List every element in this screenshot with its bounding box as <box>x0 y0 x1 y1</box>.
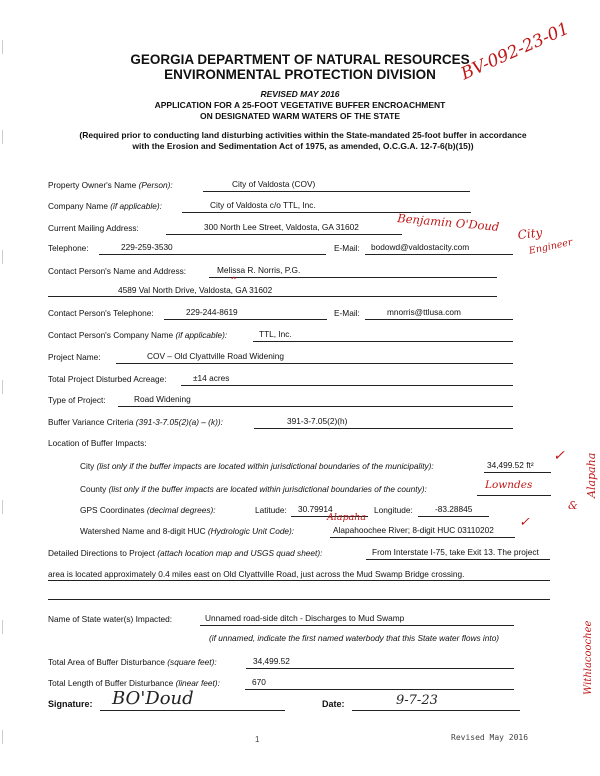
variance-value[interactable]: 391-3-7.05(2)(h) <box>287 416 348 426</box>
city-value[interactable]: 34,499.52 ft² <box>487 460 534 470</box>
company-label-note: (if applicable): <box>110 201 162 211</box>
length-label <box>48 678 220 688</box>
date-value[interactable]: 9-7-23 <box>396 693 438 708</box>
signature-value[interactable]: BO'Doud <box>112 688 194 709</box>
directions-value-1[interactable]: From Interstate I-75, take Exit 13. The project <box>372 547 539 557</box>
contact-address-value[interactable]: 4589 Val North Drive, Valdosta, GA 31602 <box>118 285 273 295</box>
water-label: Name of State water(s) Impacted: <box>48 614 173 624</box>
contact-company-label-text: Contact Person's Company Name <box>48 330 176 340</box>
variance-underline <box>254 428 513 429</box>
footer-revised: Revised May 2016 <box>451 733 529 742</box>
project-type-underline <box>118 406 513 407</box>
email-label: E-Mail: <box>334 243 360 253</box>
mailing-underline <box>166 234 402 235</box>
gps-label-text: GPS Coordinates <box>80 505 147 515</box>
area-underline <box>246 668 514 669</box>
directions-underline-3 <box>48 599 550 600</box>
length-label-text: Total Length of Buffer Disturbance <box>48 678 176 688</box>
agency-title: GEORGIA DEPARTMENT OF NATURAL RESOURCES <box>130 52 470 67</box>
owner-underline <box>203 191 470 192</box>
contact-company-value[interactable]: TTL, Inc. <box>259 329 292 339</box>
latitude-value[interactable]: 30.79914 <box>298 504 333 514</box>
gps-label <box>80 505 216 515</box>
water-value[interactable]: Unnamed road-side ditch - Discharges to Mud Swamp <box>205 613 405 623</box>
length-label-note: (linear feet): <box>175 678 220 688</box>
city-underline <box>484 472 551 473</box>
variance-label-note: (391-3-7.05(2)(a) – (k)): <box>135 417 223 427</box>
county-label <box>80 484 427 494</box>
location-label: Location of Buffer Impacts: <box>48 438 147 448</box>
handwritten-caret: ⌃ <box>228 276 237 287</box>
directions-underline-1 <box>366 559 550 560</box>
contact-phone-label: Contact Person's Telephone: <box>48 308 154 318</box>
signature-underline <box>100 710 285 711</box>
longitude-label: Longitude: <box>374 505 413 515</box>
date-label: Date: <box>322 699 345 709</box>
owner-label-note: (Person): <box>138 180 173 190</box>
handwritten-county: Lowndes <box>485 479 533 491</box>
application-title-2: ON DESIGNATED WARM WATERS OF THE STATE <box>199 111 401 121</box>
directions-label-note: (attach location map and USGS quad sheet): <box>157 548 323 558</box>
variance-label-text: Buffer Variance Criteria <box>48 417 136 427</box>
company-label <box>48 201 162 211</box>
page-number: 1 <box>255 735 260 744</box>
area-label <box>48 657 217 667</box>
length-value[interactable]: 670 <box>252 677 266 687</box>
variance-label <box>48 417 223 427</box>
required-notice-line-1: (Required prior to conducting land disturbing activities within the State-mandated 25-foot buffer in accordance <box>79 130 527 140</box>
telephone-value[interactable]: 229-259-3530 <box>121 242 173 252</box>
longitude-underline <box>418 516 489 517</box>
contact-label: Contact Person's Name and Address: <box>48 266 187 276</box>
project-name-value[interactable]: COV – Old Clyattville Road Widening <box>147 351 284 361</box>
county-underline <box>477 495 551 496</box>
handwritten-permit-number: BV-092-23-01 <box>458 18 573 85</box>
directions-label-text: Detailed Directions to Project <box>48 548 158 558</box>
latitude-label: Latitude: <box>255 505 287 515</box>
project-name-label: Project Name: <box>48 352 101 362</box>
acreage-underline <box>181 385 513 386</box>
project-type-value[interactable]: Road Widening <box>134 394 191 404</box>
company-label-text: Company Name <box>48 201 111 211</box>
contact-name-value[interactable]: Melissa R. Norris, P.G. <box>217 265 301 275</box>
email-underline <box>365 254 513 255</box>
checkmark-city: ✓ <box>553 448 565 464</box>
application-title-1: APPLICATION FOR A 25-FOOT VEGETATIVE BUFFER ENCROACHMENT <box>154 100 446 110</box>
gps-label-note: (decimal degrees): <box>146 505 216 515</box>
area-value[interactable]: 34,499.52 <box>253 656 290 666</box>
handwritten-name-annotation: Benjamin O'Doud <box>396 211 500 234</box>
revised-label: REVISED MAY 2016 <box>260 89 340 99</box>
city-label-note: (list only if the buffer impacts are located within jurisdictional boundaries of the municipality): <box>96 461 434 471</box>
mailing-value[interactable]: 300 North Lee Street, Valdosta, GA 31602 <box>204 222 359 232</box>
signature-label: Signature: <box>48 699 93 709</box>
contact-company-underline <box>253 341 513 342</box>
project-type-label: Type of Project: <box>48 395 106 405</box>
checkmark-watershed: ✓ <box>519 515 530 530</box>
directions-value-2[interactable]: area is located approximately 0.4 miles east on Old Clyattville Road, just across the Mud Swamp Bridge crossing. <box>48 569 465 579</box>
telephone-label: Telephone: <box>48 243 89 253</box>
contact-company-label-note: (if applicable): <box>175 330 228 340</box>
city-label-text: City <box>80 461 97 471</box>
owner-value[interactable]: City of Valdosta (COV) <box>232 179 316 189</box>
contact-phone-underline <box>164 319 327 320</box>
water-underline <box>200 625 514 626</box>
watershed-label <box>80 526 294 536</box>
handwritten-margin-withlacoochee: Withlacoochee <box>583 620 594 695</box>
watershed-underline <box>330 537 515 538</box>
contact-email-value[interactable]: mnorris@ttlusa.com <box>387 307 461 317</box>
area-label-text: Total Area of Buffer Disturbance <box>48 657 168 667</box>
handwritten-title-engineer: Engineer <box>528 236 574 257</box>
handwritten-margin-alapaha: Alapaha <box>585 452 598 498</box>
directions-label <box>48 548 322 558</box>
contact-email-underline <box>365 319 513 320</box>
contact-address-underline <box>48 296 497 297</box>
required-notice <box>46 130 560 152</box>
date-underline <box>352 710 520 711</box>
watershed-label-text: Watershed Name and 8-digit HUC <box>80 526 208 536</box>
city-label <box>80 461 434 471</box>
contact-name-underline <box>209 277 497 278</box>
required-notice-line-2: with the Erosion and Sedimentation Act of 1975, as amended, O.C.G.A. 12-7-6(b)(15)) <box>132 141 474 151</box>
division-title: ENVIRONMENTAL PROTECTION DIVISION <box>164 67 436 82</box>
owner-label-text: Property Owner's Name <box>48 180 139 190</box>
handwritten-watershed: Alapaha <box>327 512 367 523</box>
contact-email-label: E-Mail: <box>334 308 360 318</box>
watershed-value[interactable]: Alapahoochee River; 8-digit HUC 03110202 <box>333 525 494 535</box>
county-label-text: County <box>80 484 109 494</box>
length-underline <box>245 689 514 690</box>
area-label-note: (square feet): <box>167 657 217 667</box>
county-label-note: (list only if the buffer impacts are located within jurisdictional boundaries of the county): <box>108 484 427 494</box>
company-value[interactable]: City of Valdosta c/o TTL, Inc. <box>210 200 316 210</box>
email-value[interactable]: bodowd@valdostacity.com <box>371 242 470 252</box>
contact-company-label <box>48 330 227 340</box>
telephone-underline <box>99 254 326 255</box>
owner-label <box>48 180 173 190</box>
water-note: (if unnamed, indicate the first named waterbody that this State water flows into) <box>209 633 500 643</box>
watershed-label-note: (Hydrologic Unit Code): <box>207 526 295 536</box>
contact-phone-value[interactable]: 229-244-8619 <box>186 307 238 317</box>
handwritten-margin-mark: & <box>568 499 578 512</box>
handwritten-title-city: City <box>517 225 543 242</box>
mailing-label: Current Mailing Address: <box>48 223 139 233</box>
directions-underline-2 <box>48 580 550 581</box>
acreage-label: Total Project Disturbed Acreage: <box>48 374 167 384</box>
acreage-value[interactable]: ±14 acres <box>193 373 230 383</box>
project-name-underline <box>116 363 513 364</box>
longitude-value[interactable]: -83.28845 <box>435 504 473 514</box>
